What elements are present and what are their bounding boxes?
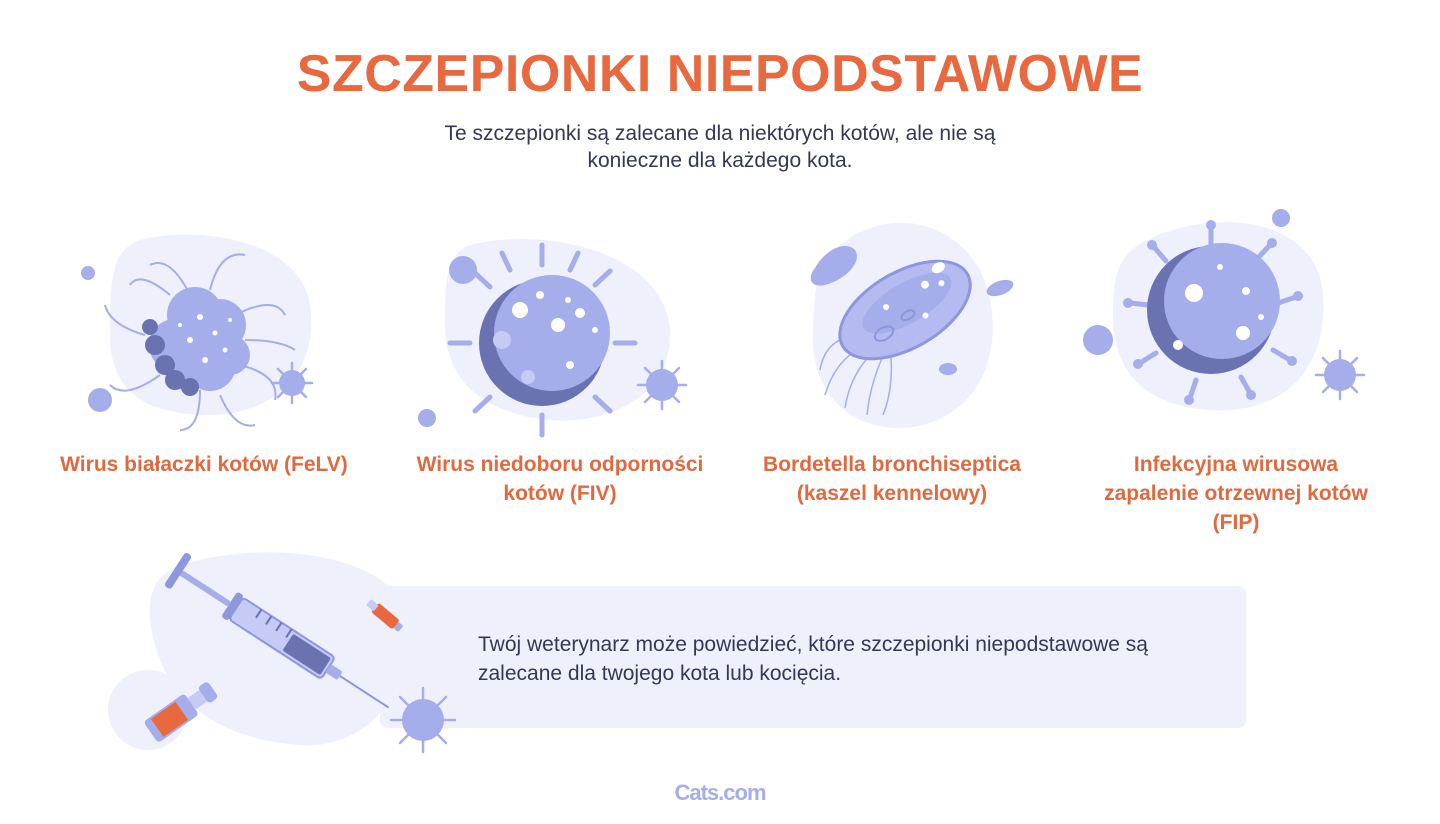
felv-virus-icon	[70, 225, 330, 445]
syringe-icon	[100, 550, 470, 760]
cats-com-logo[interactable]: Cats.com	[674, 780, 766, 805]
card-label-bordetella: Bordetella bronchiseptica (kaszel kennelowy)	[763, 453, 1021, 505]
fiv-virus-icon	[410, 225, 700, 445]
fip-virus-icon	[1078, 205, 1378, 445]
info-text: Twój weterynarz może powiedzieć, które szczepionki niepodstawowe są zalecane dla twojego kota lub kocięcia.	[478, 633, 1148, 685]
card-label-fiv: Wirus niedoboru odporności kotów (FIV)	[416, 453, 704, 505]
card-label-fip: Infekcyjna wirusowa zapalenie otrzewnej kotów (FIP)	[1104, 453, 1368, 534]
page-title: SZCZEPIONKI NIEPODSTAWOWE	[296, 45, 1144, 103]
card-label-felv: Wirus białaczki kotów (FeLV)	[60, 453, 348, 476]
page-subtitle: Te szczepionki są zalecane dla niektórych kotów, ale nie są konieczne dla każdego kota.	[444, 122, 996, 172]
bacterium-icon	[795, 210, 1025, 440]
